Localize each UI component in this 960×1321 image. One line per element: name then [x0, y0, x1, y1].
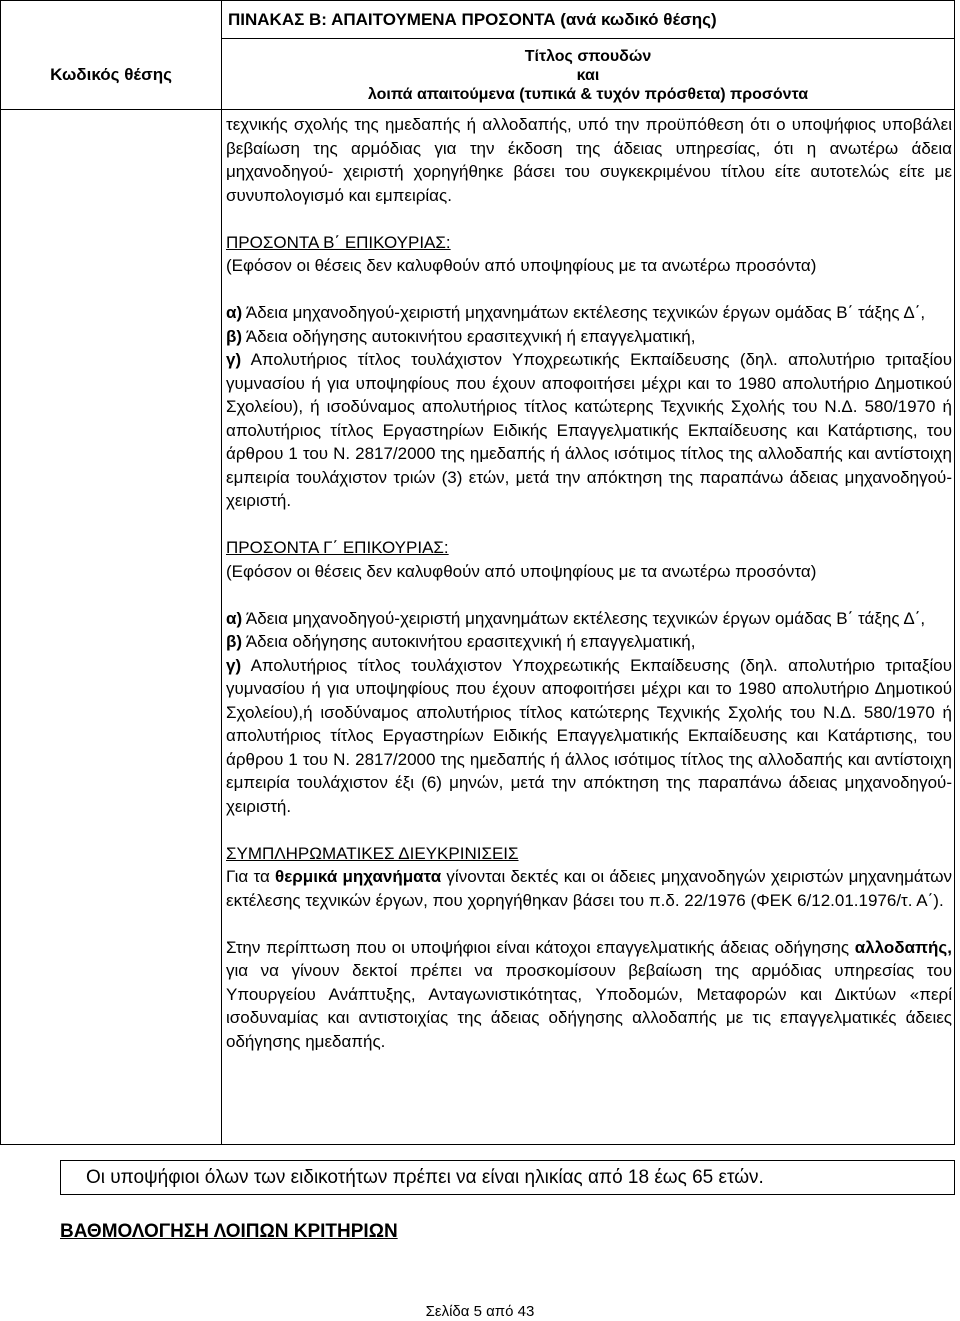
section-b-item-b: [226, 325, 952, 349]
section-c-item-b: [226, 630, 952, 654]
section-b-heading: ΠΡΟΣΟΝΤΑ Β΄ ΕΠΙΚΟΥΡΙΑΣ:: [226, 232, 451, 252]
item-label: γ): [226, 350, 242, 369]
item-text: Άδεια μηχανοδηγού-χειριστή μηχανημάτων εκτέλεσης τεχνικών έργων ομάδας Β΄ τάξης Δ΄,: [242, 608, 926, 628]
p1-bold: θερμικά μηχανήματα: [275, 867, 442, 886]
item-label: α): [226, 608, 243, 628]
table-title: ΠΙΝΑΚΑΣ Β: ΑΠΑΙΤΟΥΜΕΝΑ ΠΡΟΣΟΝΤΑ (ανά κωδικό θέσης): [222, 1, 954, 39]
item-label: α): [226, 303, 243, 322]
item-label: β): [226, 632, 243, 651]
item-text: Άδεια οδήγησης αυτοκινήτου ερασιτεχνική ή επαγγελματική,: [242, 326, 696, 346]
p2-bold: αλλοδαπής,: [854, 937, 952, 957]
qualifications-header-line-2: και: [576, 67, 600, 84]
clarifications-heading: ΣΥΜΠΛΗΡΩΜΑΤΙΚΕΣ ΔΙΕΥΚΡΙΝΙΣΕΙΣ: [226, 843, 519, 863]
item-text: Απολυτήριος τίτλος τουλάχιστον Υποχρεωτικής Εκπαίδευσης (δηλ. απολυτήριο τριταξίου γυμνασίου ή για υποψηφίους που έχουν αποφοιτήσει μέχρι και το 1980 απολυτήριο Δημοτικού Σχολείου), ή ισοδύναμος απολυτήριος τίτλος κατώτερης Τεχνικής Σχολής του Ν.Δ. 580/1970 ή απολυτήριος τίτλος Εργαστηρίων Ειδικής Επαγγελματικής Εκπαίδευσης και Κατάρτισης, του άρθρου 1 του Ν. 2817/2000 της ημεδαπής ή άλλος ισότιμος τίτλος της αλλοδαπής και αντίστοιχη εμπειρία τουλάχιστον τριών (3) ετών, μετά την απόκτηση της παραπάνω άδειας μηχανοδηγού-χειριστή.: [226, 350, 952, 510]
foreign-license-paragraph: [226, 936, 952, 1054]
item-label: γ): [226, 655, 242, 675]
section-b-note: (Εφόσον οι θέσεις δεν καλυφθούν από υποψηφίους με τα ανωτέρω προσόντα): [226, 256, 817, 275]
p1-before: Για τα: [226, 867, 276, 886]
qualifications-header-line-1: Τίτλος σπουδών: [524, 48, 652, 65]
qualifications-header-line-3: λοιπά απαιτούμενα (τυπικά & τυχόν πρόσθετα) προσόντα: [367, 86, 809, 103]
item-text: Άδεια οδήγησης αυτοκινήτου ερασιτεχνική ή επαγγελματική,: [242, 632, 696, 651]
p1-after: γίνονται δεκτές και οι άδειες μηχανοδηγών χειριστών μηχανημάτων εκτέλεσης τεχνικών έργων, που χορηγήθηκαν βάσει του π.δ. 22/1976 (ΦΕΚ 6/12.01.1976/τ. Α΄).: [226, 867, 952, 910]
item-label: β): [226, 326, 243, 346]
position-code-header: Κωδικός θέσης: [50, 64, 172, 84]
section-c-item-a: [226, 607, 952, 631]
age-requirement-box: Οι υποψήφιοι όλων των ειδικοτήτων πρέπει να είναι ηλικίας από 18 έως 65 ετών.: [60, 1160, 955, 1195]
qualifications-cell: [226, 113, 952, 1053]
section-c-heading: ΠΡΟΣΟΝΤΑ Γ΄ ΕΠΙΚΟΥΡΙΑΣ:: [226, 538, 449, 557]
p2-after: για να γίνουν δεκτοί πρέπει να προσκομίσουν βεβαίωση της αρμόδιας υπηρεσίας του Υπουργείου Ανάπτυξης, Ανταγωνιστικότητας, Υποδομών, Μεταφορών και Δικτύων «περί ισοδυναμίας και αντιστοιχίας της άδειας οδήγησης αλλοδαπής με τις επαγγελματικές άδειες οδήγησης ημεδαπής.: [226, 961, 952, 1051]
section-c-note: (Εφόσον οι θέσεις δεν καλυφθούν από υποψηφίους με τα ανωτέρω προσόντα): [226, 561, 817, 581]
column-divider: [221, 1, 222, 1144]
qualifications-header: [222, 39, 954, 110]
section-b-item-a: [226, 301, 952, 325]
item-text: Απολυτήριος τίτλος τουλάχιστον Υποχρεωτικής Εκπαίδευσης (δηλ. απολυτήριο τριταξίου γυμνασίου ή για υποψηφίους που έχουν αποφοιτήσει μέχρι και το 1980 απολυτήριο Δημοτικού Σχολείου),ή ισοδύναμος απολυτήριος τίτλος κατώτερης Τεχνικής Σχολής του Ν.Δ. 580/1970 ή απολυτήριος τίτλος Εργαστηρίων Ειδικής Επαγγελματικής Εκπαίδευσης και Κατάρτισης, του άρθρου 1 του Ν. 2817/2000 της ημεδαπής ή άλλος ισότιμος τίτλος της αλλοδαπής και αντίστοιχη εμπειρία τουλάχιστον έξι (6) μηνών, μετά την απόκτηση της παραπάνω άδειας μηχανοδηγού-χειριστή.: [226, 655, 952, 816]
scoring-heading: ΒΑΘΜΟΛΟΓΗΣΗ ΛΟΙΠΩΝ ΚΡΙΤΗΡΙΩΝ: [60, 1221, 398, 1242]
intro-paragraph: τεχνικής σχολής της ημεδαπής ή αλλοδαπής, υπό την προϋπόθεση ότι ο υποψήφιος υποβάλει βεβαίωση της αρμόδιας για την έκδοση της άδειας υπηρεσίας, ότι η ανωτέρω άδεια μηχανοδηγού- χειριστή χορηγήθηκε βάσει του συγκεκριμένου τίτλου είτε αυτοτελώς είτε με συνυπολογισμό και εμπειρίας.: [226, 115, 952, 205]
item-text: Άδεια μηχανοδηγού-χειριστή μηχανημάτων εκτέλεσης τεχνικών έργων ομάδας Β΄ τάξης Δ΄,: [242, 303, 926, 322]
p2-before: Στην περίπτωση που οι υποψήφιοι είναι κάτοχοι επαγγελματικής άδειας οδήγησης: [226, 937, 855, 957]
section-c-item-c: [226, 654, 952, 819]
header-divider: [1, 109, 954, 110]
section-b-item-c: [226, 348, 952, 513]
page-number: Σελίδα 5 από 43: [425, 1303, 535, 1320]
thermal-machines-paragraph: [226, 865, 952, 912]
